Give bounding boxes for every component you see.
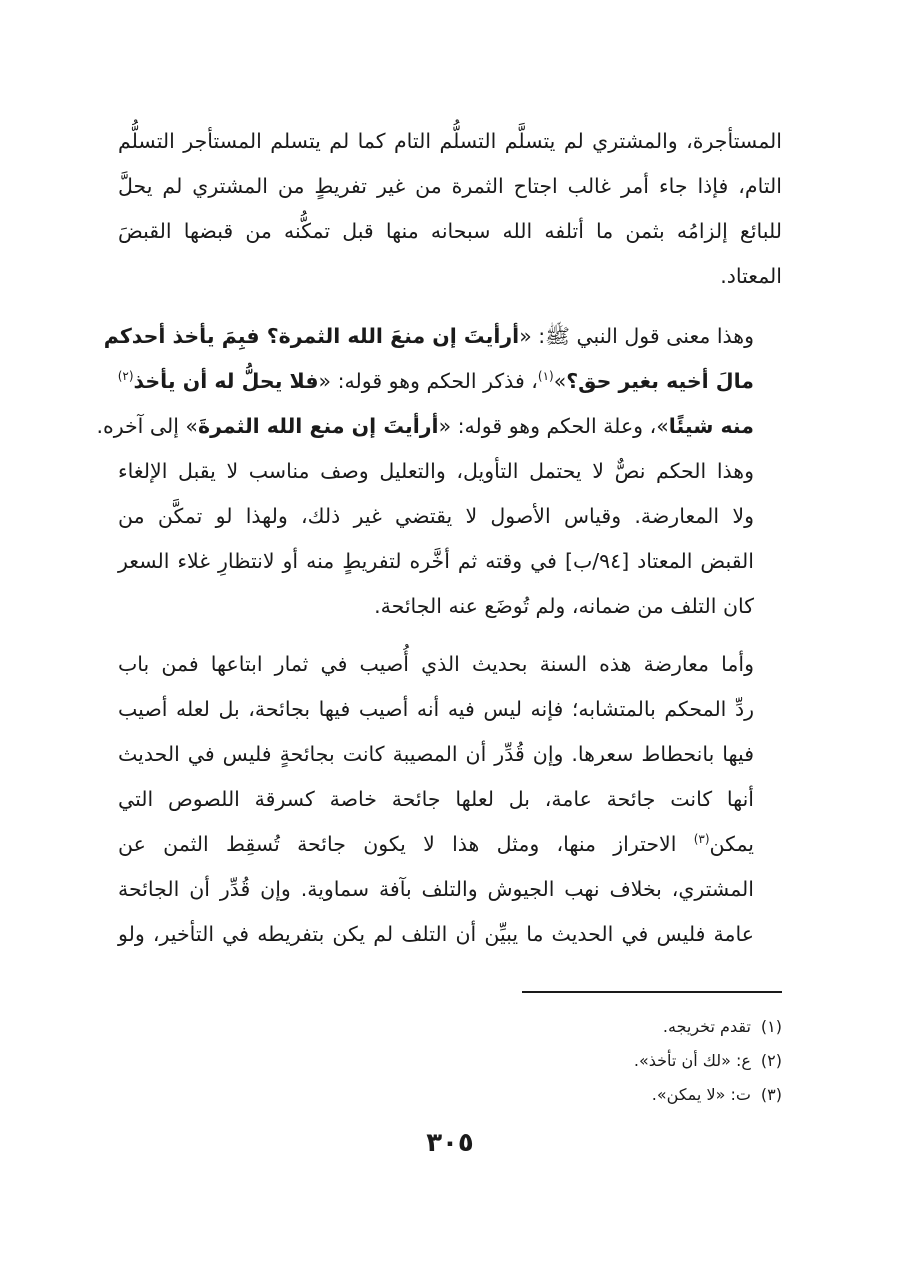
paragraph-3-line-4: أنها كانت جائحة عامة، بل لعلها جائحة خاصة كسرقة اللصوص التي <box>118 787 754 811</box>
paragraph-2-line-2 <box>118 359 782 404</box>
paragraph-2-line-5: ولا المعارضة. وقياس الأصول لا يقتضي غير ذلك، ولهذا لو تمكَّن من <box>118 504 754 528</box>
text-run: يمكن <box>709 832 754 856</box>
footnote-ref-2[interactable]: (٢) <box>117 369 134 384</box>
paragraph-2 <box>96 314 782 629</box>
paragraph-1-line-1: المستأجرة، والمشتري لم يتسلَّم التسلُّم التام كما لم يتسلم المستأجر التسلُّم <box>118 129 782 153</box>
hadith-quote: أرأيتَ إن منع الله الثمرةَ <box>197 414 439 438</box>
paragraph-2-line-1 <box>103 314 782 359</box>
footnote-2 <box>382 1044 782 1078</box>
paragraph-2-line-6: القبض المعتاد [٩٤/ب] في وقته ثم أخَّره لتفريطٍ منه أو لانتظارِ غلاء السعر <box>118 549 755 573</box>
paragraph-2-line-3 <box>96 404 782 449</box>
footnote-number: (٢) <box>760 1051 782 1070</box>
paragraph-3-line-6: المشتري، بخلاف نهب الجيوش والتلف بآفة سماوية. وإن قُدِّر أن الجائحة <box>118 877 754 901</box>
paragraph-1-line-2: التام، فإذا جاء أمر غالب اجتاح الثمرة من غير تفريطٍ من المشتري لم يحلَّ <box>118 174 782 198</box>
text-run: ، فذكر الحكم وهو قوله: « <box>318 369 538 393</box>
text-run: » <box>553 369 567 393</box>
paragraph-2-line-4: وهذا الحكم نصٌّ لا يحتمل التأويل، والتعليل وصف مناسب لا يقبل الإلغاء <box>118 459 754 483</box>
hadith-quote: مالَ أخيه بغير حق؟ <box>566 369 754 393</box>
paragraph-3 <box>118 642 782 957</box>
paragraph-3-line-3: فيها بانحطاط سعرها. وإن قُدِّر أن المصيبة كانت بجائحةٍ فليس في الحديث <box>118 742 754 766</box>
footnote-text: ت: «لا يمكن». <box>651 1085 751 1104</box>
hadith-quote: فلا يحلُّ له أن يأخذ <box>133 369 319 393</box>
footnote-text: تقدم تخريجه. <box>662 1017 751 1036</box>
text-run: »، وعلة الحكم وهو قوله: « <box>438 414 669 438</box>
footnote-ref-3[interactable]: (٣) <box>693 832 710 847</box>
paragraph-1-line-3: للبائع إلزامُه بثمن ما أتلفه الله سبحانه منها قبل تمكُّنه من قبضها القبضَ <box>118 219 782 243</box>
footnote-divider <box>522 991 782 993</box>
paragraph-3-line-1: وأما معارضة هذه السنة بحديث الذي أُصيب في ثمار ابتاعها فمن باب <box>118 652 754 676</box>
page-number: ٣٠٥ <box>426 1128 474 1158</box>
footnote-1 <box>382 1010 782 1044</box>
hadith-quote: منه شيئًا <box>668 414 754 438</box>
footnote-number: (٣) <box>760 1085 782 1104</box>
paragraph-3-line-5 <box>118 822 782 867</box>
paragraph-3-line-7: عامة فليس في الحديث ما يبيِّن أن التلف لم يكن بتفريطه في التأخير، ولو <box>118 922 754 946</box>
paragraph-1 <box>118 119 782 299</box>
footnotes <box>382 1010 782 1112</box>
footnote-ref-1[interactable]: (١) <box>537 369 554 384</box>
text-run: وهذا معنى قول النبي ﷺ: « <box>519 324 754 348</box>
footnote-number: (١) <box>760 1017 782 1036</box>
paragraph-1-line-4: المعتاد. <box>720 264 782 288</box>
footnote-3 <box>382 1078 782 1112</box>
paragraph-2-line-7: كان التلف من ضمانه، ولم تُوضَع عنه الجائحة. <box>374 594 754 618</box>
paragraph-3-line-2: ردِّ المحكم بالمتشابه؛ فإنه ليس فيه أنه أصيب فيها بجائحة، بل لعله أصيب <box>118 697 754 721</box>
text-run: الاحتراز منها، ومثل هذا لا يكون جائحة تُسقِط الثمن عن <box>118 832 694 856</box>
hadith-quote: أرأيتَ إن منعَ الله الثمرة؟ فبِمَ يأخذ أحدكم <box>103 324 520 348</box>
text-run: » إلى آخره. <box>96 414 198 438</box>
footnote-text: ع: «لك أن تأخذ». <box>633 1051 751 1070</box>
